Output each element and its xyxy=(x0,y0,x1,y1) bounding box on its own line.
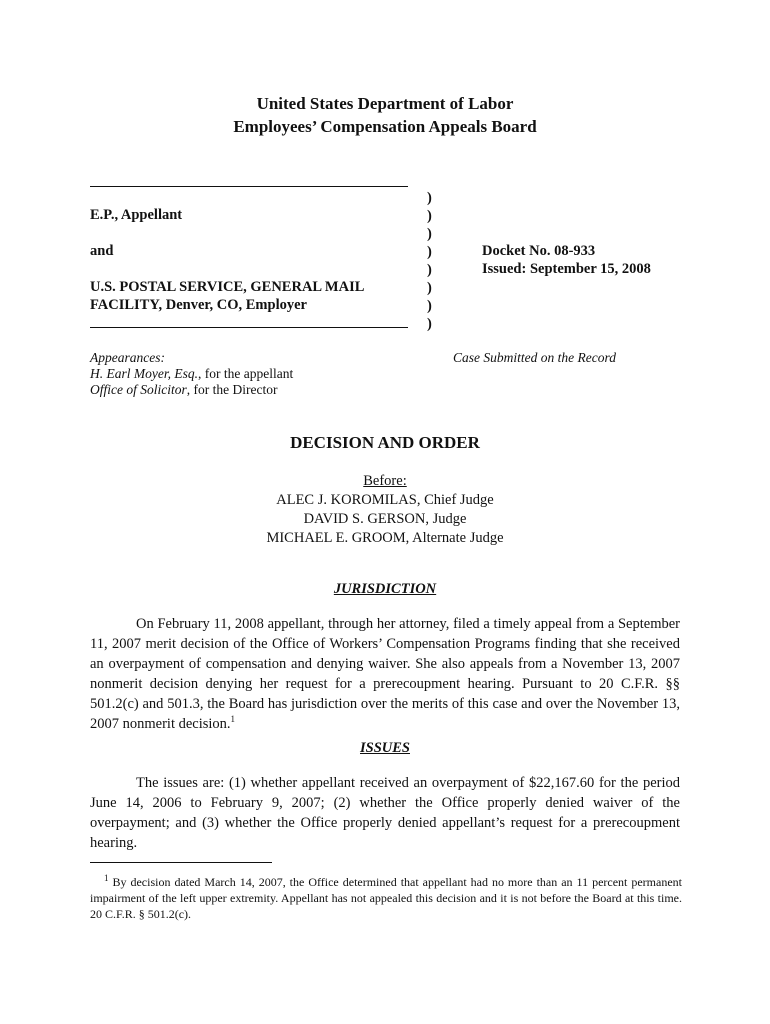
caption-paren: ) xyxy=(427,226,432,242)
caption-top-rule xyxy=(90,186,408,187)
director-rep-role: , for the Director xyxy=(186,382,278,397)
director-rep-name: Office of Solicitor xyxy=(90,382,187,397)
caption-paren: ) xyxy=(427,208,432,224)
caption-paren: ) xyxy=(427,298,432,314)
caption-and: and xyxy=(90,243,114,259)
judge-1: ALEC J. KOROMILAS, Chief Judge xyxy=(276,492,494,508)
case-submitted: Case Submitted on the Record xyxy=(453,350,616,365)
director-representative xyxy=(90,382,277,398)
caption-paren: ) xyxy=(427,190,432,206)
before-label: Before: xyxy=(363,473,407,489)
caption-paren: ) xyxy=(427,280,432,296)
appellant-representative xyxy=(90,366,293,382)
footnote-text: By decision dated March 14, 2007, the Office determined that appellant had no more than an 11 percent permanent impairment of the left upper extremity. Appellant has not appealed this decision and it is not before the Board at this time. 20 C.F.R. § 501.2(c). xyxy=(90,875,682,921)
docket-number: Docket No. 08-933 xyxy=(482,243,596,259)
footnote xyxy=(90,874,682,922)
caption-paren: ) xyxy=(427,244,432,260)
issues-heading: ISSUES xyxy=(360,740,410,756)
judge-2: DAVID S. GERSON, Judge xyxy=(303,511,467,527)
jurisdiction-text: On February 11, 2008 appellant, through her attorney, filed a timely appeal from a September 11, 2007 merit decision of the Office of Workers’ Compensation Programs finding that she received an overpayment of compensation and denying waiver. She also appeals from a November 13, 2007 nonmerit decision denying her request for a prerecoupment hearing. Pursuant to 20 C.F.R. §§ 501.2(c) and 501.3, the Board has jurisdiction over the merits of this case and over the November 13, 2007 nonmerit decision. xyxy=(90,616,680,732)
appellant-name: E.P., Appellant xyxy=(90,207,183,223)
appellant-rep-name: H. Earl Moyer, Esq. xyxy=(90,366,198,381)
caption-bottom-rule xyxy=(90,327,408,328)
footnote-ref: 1 xyxy=(230,714,236,725)
footnote-separator xyxy=(90,862,272,863)
caption-paren: ) xyxy=(427,316,432,332)
employer-line-2: FACILITY, Denver, CO, Employer xyxy=(90,297,307,313)
decision-title: DECISION AND ORDER xyxy=(290,433,480,452)
appearances-label: Appearances: xyxy=(90,350,165,365)
employer-line-1: U.S. POSTAL SERVICE, GENERAL MAIL xyxy=(90,279,365,295)
jurisdiction-paragraph xyxy=(90,614,680,734)
caption-paren: ) xyxy=(427,262,432,278)
footnote-number: 1 xyxy=(104,873,109,883)
jurisdiction-heading: JURISDICTION xyxy=(333,581,437,597)
agency-title: United States Department of Labor xyxy=(256,94,514,113)
appellant-rep-role: , for the appellant xyxy=(198,366,294,381)
issued-date: Issued: September 15, 2008 xyxy=(482,261,651,277)
board-title: Employees’ Compensation Appeals Board xyxy=(233,117,537,136)
issues-paragraph: The issues are: (1) whether appellant received an overpayment of $22,167.60 for the period June 14, 2006 to February 9, 2007; (2) whether the Office properly denied waiver of the overpayment; and (3) whether the Office properly denied appellant’s request for a prerecoupment hearing. xyxy=(90,775,680,851)
judge-3: MICHAEL E. GROOM, Alternate Judge xyxy=(266,530,504,546)
